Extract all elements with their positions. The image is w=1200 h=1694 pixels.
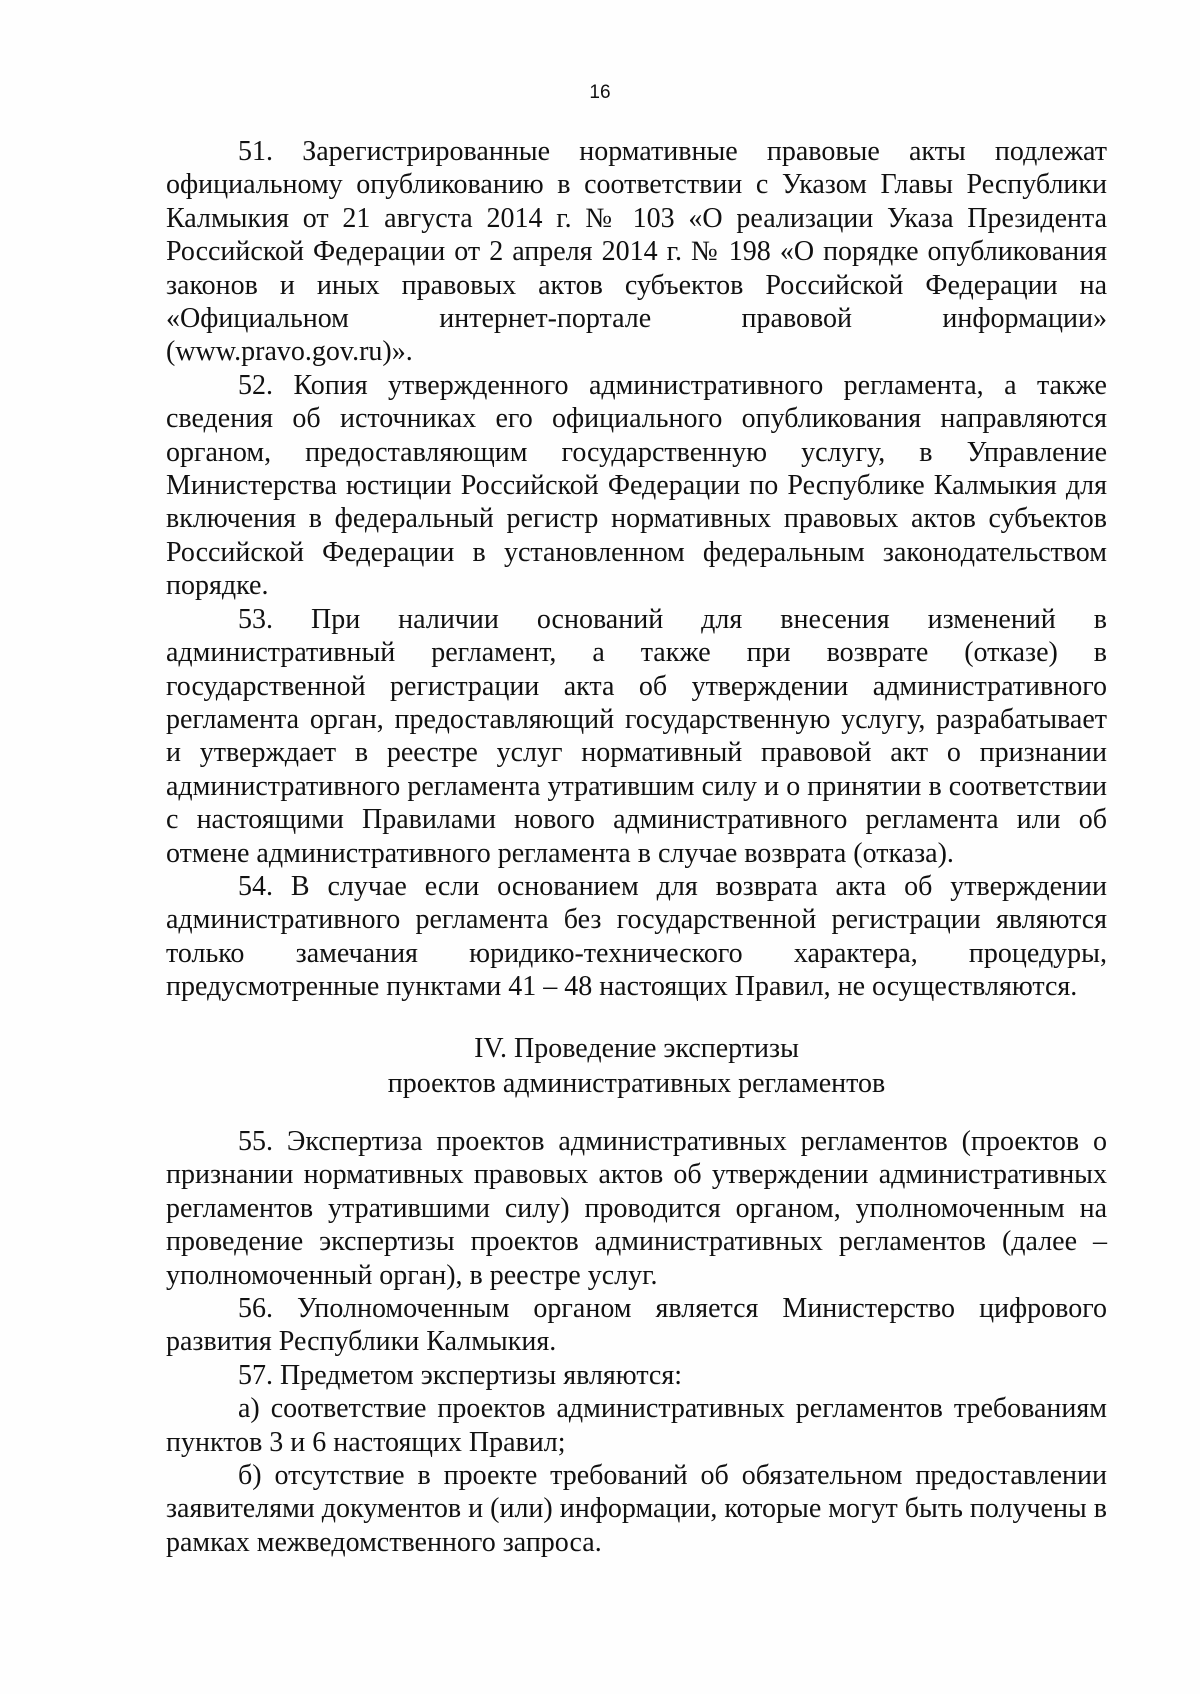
paragraph-54: 54. В случае если основанием для возврата акта об утверждении административного регламента без государственной регистрации являются только замечания юридико-технического характера, процедуры, предусмотренные пунктами 41 – 48 настоящих Правил, не осуществляются.	[166, 870, 1107, 1003]
paragraph-57-b: б) отсутствие в проекте требований об обязательном предоставлении заявителями документов и (или) информации, которые могут быть получены в рамках межведомственного запроса.	[166, 1460, 1107, 1558]
section-heading-line-1: IV. Проведение экспертизы	[474, 1033, 799, 1064]
section-heading	[166, 1031, 1107, 1101]
body-text-upper	[166, 135, 1107, 1004]
paragraph-51: 51. Зарегистрированные нормативные правовые акты подлежат официальному опубликованию в соответствии с Указом Главы Республики Калмыкия от 21 августа 2014 г. № 103 «О реализации Указа Президента Российской Федерации от 2 апреля 2014 г. № 198 «О порядке опубликования законов и иных правовых актов субъектов Российской Федерации на «Официальном интернет-портале правовой информации» (www.pravo.gov.ru)».	[166, 136, 1107, 368]
body-text-lower	[166, 1125, 1107, 1559]
paragraph-56: 56. Уполномоченным органом является Министерство цифрового развития Республики Калмыкия.	[166, 1293, 1107, 1358]
paragraph-57: 57. Предметом экспертизы являются:	[238, 1359, 683, 1391]
paragraph-55: 55. Экспертиза проектов административных регламентов (проектов о признании нормативных правовых актов об утверждении административных регламентов утратившими силу) проводится органом, уполномоченным на проведение экспертизы проектов административных регламентов (далее – уполномоченный орган), в реестре услуг.	[166, 1126, 1107, 1291]
paragraph-53: 53. При наличии оснований для внесения изменений в административный регламент, а также при возврате (отказе) в государственной регистрации акта об утверждении административного регламента орган, предоставляющий государственную услугу, разрабатывает и утверждает в реестре услуг нормативный правовой акт о признании административного регламента утратившим силу и о принятии в соответствии с настоящими Правилами нового административного регламента или об отмене административного регламента в случае возврата (отказа).	[166, 603, 1107, 869]
paragraph-57-a: а) соответствие проектов административных регламентов требованиям пунктов 3 и 6 настоящих Правил;	[166, 1393, 1107, 1458]
section-heading-line-2: проектов административных регламентов	[387, 1068, 886, 1099]
paragraph-52: 52. Копия утвержденного административного регламента, а также сведения об источниках его официального опубликования направляются органом, предоставляющим государственную услугу, в Управление Министерства юстиции Российской Федерации по Республике Калмыкия для включения в федеральный регистр нормативных правовых актов субъектов Российской Федерации в установленном федеральным законодательством порядке.	[166, 369, 1107, 602]
page-number: 16	[589, 82, 611, 103]
